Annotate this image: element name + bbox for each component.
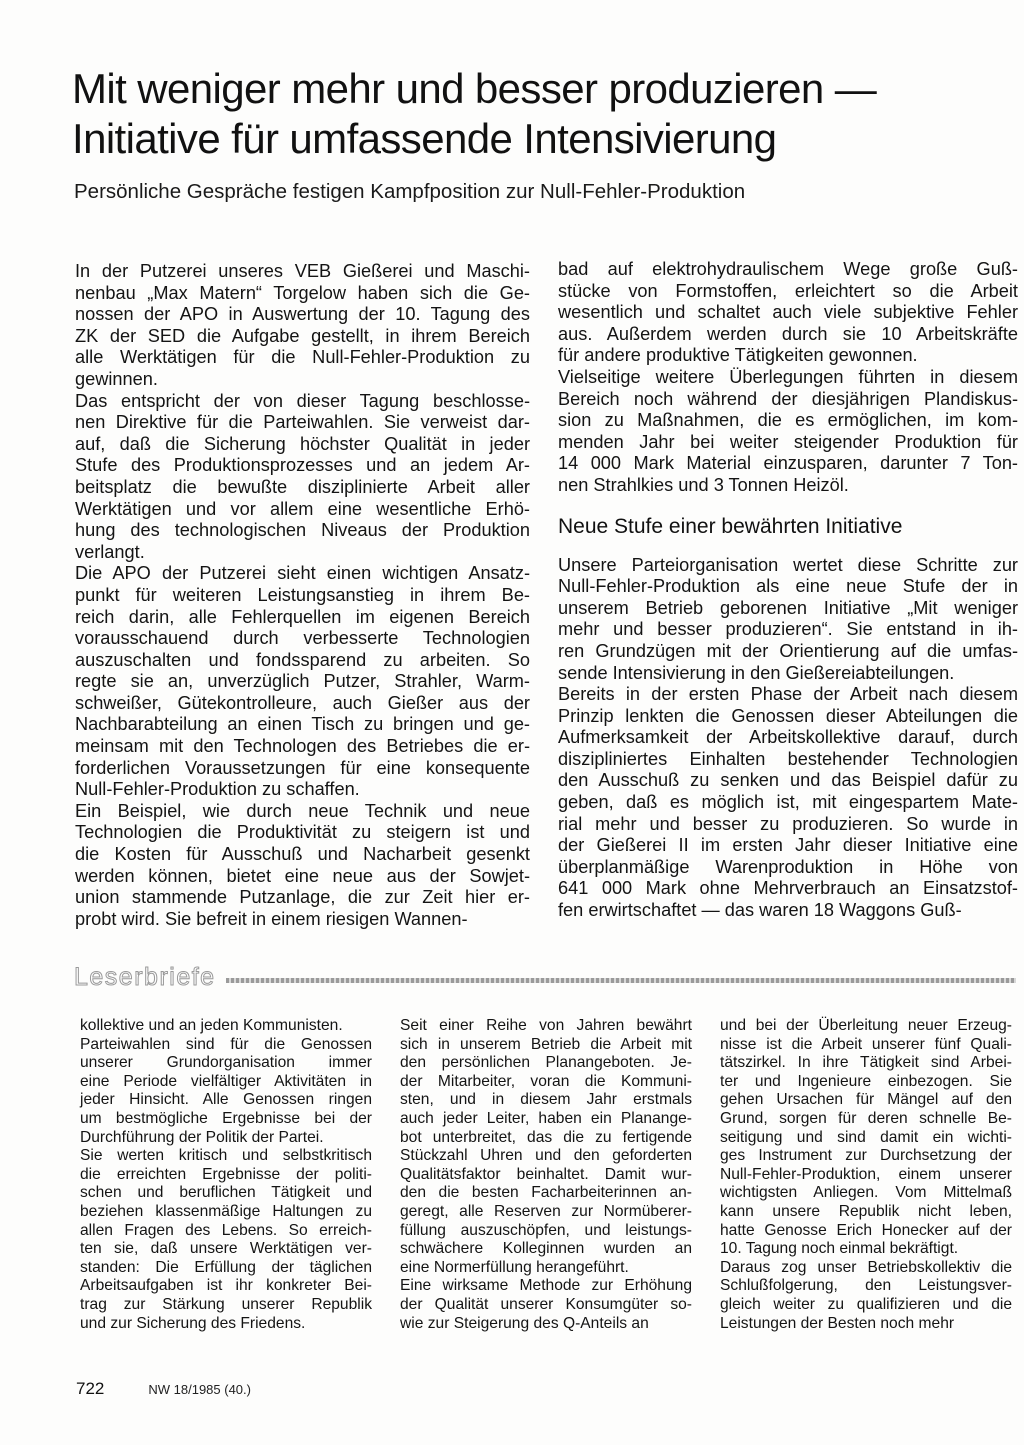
text-line: schen und beruflichen Tätigkeit und	[80, 1184, 372, 1202]
text-line: hatte Genosse Erich Honecker auf der	[720, 1221, 1012, 1239]
text-line: fen erwirtschaftet — das waren 18 Waggons Guß-	[558, 900, 962, 921]
text-line: Nachbarabteilung an einen Tisch zu bringen und ge-	[75, 714, 530, 735]
page-footer	[76, 1379, 251, 1399]
text-line: den Ausschuß zu senken und das Beispiel dafür zu	[558, 770, 1018, 791]
text-line: Die APO der Putzerei sieht einen wichtigen Ansatz-	[75, 563, 530, 584]
text-line: ges Instrument zur Durchsetzung der	[720, 1147, 1012, 1165]
section-heading: Neue Stufe einer bewährten Initiative	[558, 514, 903, 538]
text-line: der Gießerei II im ersten Jahr dieser Initiative eine	[558, 835, 1018, 856]
text-line: gewinnen.	[75, 368, 158, 389]
text-line: Durchführung der Politik der Partei.	[80, 1128, 324, 1146]
text-line: In der Putzerei unseres VEB Gießerei und Maschi-	[75, 261, 530, 281]
page-number: 722	[76, 1379, 105, 1398]
text-line: Arbeitsaufgaben ist ihr konkreter Bei-	[80, 1277, 372, 1295]
text-line: ren Grundzügen mit der Orientierung auf die umfas-	[558, 640, 1018, 661]
text-line: sende Intensivierung in den Gießereiabteilungen.	[558, 662, 955, 683]
text-line: und bei der Überleitung neuer Erzeug-	[720, 1017, 1012, 1034]
text-line: Schlußfolgerung, den Leistungsver-	[720, 1277, 1012, 1295]
text-line: reich darin, alle Fehlerquellen im eigenen Bereich	[75, 606, 530, 627]
text-line: standen: Die Erfüllung der täglichen	[80, 1258, 372, 1276]
text-line: Eine wirksame Methode zur Erhöhung	[400, 1277, 692, 1295]
text-line: 641 000 Mark ohne Mehrverbrauch an Einsatzstof-	[558, 878, 1018, 899]
text-line: eine Periode vielfältiger Aktivitäten in	[80, 1072, 372, 1090]
text-line: menden Jahr bei weiter steigender Produktion für	[558, 431, 1018, 452]
text-line: forderlichen Voraussetzungen für eine konsequente	[75, 757, 530, 778]
text-line: rial mehr und besser zu produzieren. So wurde in	[558, 813, 1018, 834]
text-line: Werktätigen und vor allem eine wesentliche Erhö-	[75, 498, 530, 519]
text-line: Daraus zog unser Betriebskollektiv die	[720, 1258, 1012, 1276]
text-line: sten, und in diesem Jahr erstmals	[400, 1091, 692, 1109]
text-line: Qualitätsfaktor beinhaltet. Damit wur-	[400, 1165, 692, 1183]
letters-banner	[74, 960, 1016, 994]
text-line: Bereich noch während der diesjährigen Plandiskus-	[558, 388, 1018, 409]
text-line: die erreichten Ergebnisse der politi-	[80, 1165, 372, 1183]
text-line: Vielseitige weitere Überlegungen führten in diesem	[558, 366, 1018, 387]
text-line: unserer Grundorganisation immer	[80, 1054, 372, 1072]
text-line: nisse ist die Arbeit unserer fünf Quali-	[720, 1035, 1012, 1053]
text-line: Parteiwahlen sind für die Genossen	[80, 1035, 372, 1053]
text-line: wie zur Steigerung des Q-Anteils an	[400, 1314, 649, 1332]
text-line: Aufmerksamkeit der Arbeitskollektive darauf, durch	[558, 727, 1018, 748]
text-line: eine Normerfüllung herangeführt.	[400, 1258, 629, 1276]
text-line: überplanmäßige Warenproduktion in Höhe von	[558, 856, 1018, 877]
letters-banner-label: Leserbriefe	[74, 962, 216, 991]
text-line: alle Werktätigen für die Null-Fehler-Produktion zu	[75, 347, 530, 368]
text-line: probt wird. Sie befreit in einem riesigen Wannen-	[75, 908, 468, 929]
text-line: um bestmögliche Ergebnisse bei der	[80, 1109, 372, 1127]
letters-column-2	[400, 1017, 692, 1333]
issue-reference: NW 18/1985 (40.)	[148, 1382, 251, 1397]
letters-column-3	[720, 1017, 1012, 1333]
text-line: den die besten Facharbeiterinnen an-	[400, 1184, 692, 1202]
article-column-right	[558, 259, 1018, 922]
text-line: stücke von Formstoffen, erleichtert so die Arbeit	[558, 280, 1018, 301]
article-subheadline: Persönliche Gespräche festigen Kampfposition zur Null-Fehler-Produktion	[74, 180, 746, 203]
article-column-right-bottom	[558, 555, 1018, 922]
text-line: tätszirkel. In ihre Tätigkeit sind Arbei-	[720, 1054, 1012, 1072]
text-line: allen Fragen des Lebens. So erreich-	[80, 1221, 372, 1239]
text-line: für andere produktive Tätigkeiten gewonnen.	[558, 345, 918, 366]
text-line: seitigung und sind damit ein wichti-	[720, 1128, 1012, 1146]
text-line: Null-Fehler-Produktion zu schaffen.	[75, 779, 360, 800]
text-line: vorausschauend durch verbesserte Technologien	[75, 628, 530, 649]
text-line: Seit einer Reihe von Jahren bewährt	[400, 1017, 692, 1034]
letters-banner-rule	[226, 978, 1016, 983]
text-line: der Qualität unserer Konsumgüter so-	[400, 1295, 692, 1313]
text-line: sich in unserem Betrieb die Arbeit mit	[400, 1035, 692, 1053]
text-line: mehr und besser produzieren“. Sie entstand in ih-	[558, 619, 1018, 640]
letters-column-1	[80, 1017, 372, 1333]
text-line: jeder Hinsicht. Alle Genossen ringen	[80, 1091, 372, 1109]
text-line: Ein Beispiel, wie durch neue Technik und neue	[75, 800, 530, 821]
text-line: wesentlich und schaltet auch viele subjektive Fehler	[558, 302, 1018, 323]
text-line: unserem Betrieb geborenen Initiative „Mit weniger	[558, 597, 1018, 618]
text-line: 14 000 Mark Material einzusparen, darunter 7 Ton-	[558, 453, 1018, 474]
text-line: meinsam mit den Technologen des Betriebes die er-	[75, 736, 530, 757]
text-line: regte sie an, unverzüglich Putzer, Strahler, Warm-	[75, 671, 530, 692]
text-line: geben, daß es möglich ist, mit eingespartem Mate-	[558, 792, 1018, 813]
text-line: gehen Ursachen für Mängel auf den	[720, 1091, 1012, 1109]
article-column-left	[75, 261, 530, 930]
text-line: schweißer, Gütekontrolleure, auch Gießer aus der	[75, 692, 530, 713]
text-line: schwächere Kolleginnen wurden an	[400, 1240, 692, 1258]
text-line: nen Strahlkies und 3 Tonnen Heizöl.	[558, 474, 849, 495]
article-headline	[72, 64, 992, 164]
text-line: der Mitarbeiter, voran die Kommuni-	[400, 1072, 692, 1090]
text-line: Stückzahl Uhren und den geforderten	[400, 1147, 692, 1165]
text-line: Null-Fehler-Produktion als eine neue Stufe der in	[558, 576, 1018, 597]
text-line: verlangt.	[75, 541, 145, 562]
text-line: diszipliniertes Einhalten bestehender Technologien	[558, 748, 1018, 769]
text-line: beziehen klassenmäßige Haltungen zu	[80, 1202, 372, 1220]
text-line: Unsere Parteiorganisation wertet diese Schritte zur	[558, 554, 1018, 575]
text-line: den persönlichen Planangeboten. Je-	[400, 1054, 692, 1072]
text-line: Prinzip lenkten die Genossen dieser Abteilungen die	[558, 705, 1018, 726]
text-line: bot unterbreitet, das die zu fertigende	[400, 1128, 692, 1146]
text-line: Technologien die Produktivität zu steigern ist und	[75, 822, 530, 843]
text-line: Leistungen der Besten noch mehr	[720, 1314, 955, 1332]
text-line: aus. Außerdem werden durch sie 10 Arbeitskräfte	[558, 323, 1018, 344]
headline-line: Initiative für umfassende Intensivierung	[72, 115, 777, 162]
text-line: Das entspricht der von dieser Tagung beschlosse-	[75, 390, 530, 411]
text-line: Null-Fehler-Produktion, einem unserer	[720, 1165, 1012, 1183]
text-line: hung des technologischen Niveaus der Produktion	[75, 520, 530, 541]
text-line: wichtigsten Anliegen. Vom Mittelmaß	[720, 1184, 1012, 1202]
text-line: trag zur Stärkung unserer Republik	[80, 1295, 372, 1313]
text-line: auch jeder Leiter, haben ein Planange-	[400, 1109, 692, 1127]
text-line: kann unsere Republik nicht leben,	[720, 1202, 1012, 1220]
text-line: die Kosten für Ausschuß und Nacharbeit gesenkt	[75, 844, 530, 865]
text-line: auf, daß die Sicherung höchster Qualität in jeder	[75, 433, 530, 454]
text-line: 10. Tagung noch einmal bekräftigt.	[720, 1240, 959, 1258]
headline-line: Mit weniger mehr und besser produzieren —	[72, 65, 877, 112]
text-line: nenbau „Max Matern“ Torgelow haben sich die Ge-	[75, 282, 530, 303]
text-line: punkt für weiteren Leistungsanstieg in ihrem Be-	[75, 584, 530, 605]
text-line: Stufe des Produktionsprozesses und an jedem Ar-	[75, 455, 530, 476]
text-line: nen Direktive für die Parteiwahlen. Sie verweist dar-	[75, 412, 530, 433]
text-line: nossen der APO in Auswertung der 10. Tagung des	[75, 304, 530, 325]
text-line: werden können, bietet eine neue aus der Sowjet-	[75, 865, 530, 886]
text-line: sion zu Maßnahmen, die es ermöglichen, im kom-	[558, 410, 1018, 431]
text-line: Grund, sorgen für deren schnelle Be-	[720, 1109, 1012, 1127]
text-line: ter und Ingenieure einbezogen. Sie	[720, 1072, 1012, 1090]
text-line: kollektive und an jeden Kommunisten.	[80, 1017, 343, 1034]
text-line: Sie werten kritisch und selbstkritisch	[80, 1147, 372, 1165]
text-line: füllung auszuschöpfen, und leistungs-	[400, 1221, 692, 1239]
text-line: ten sie, daß unsere Werktätigen ver-	[80, 1240, 372, 1258]
text-line: auszuschalten und fondssparend zu arbeiten. So	[75, 649, 530, 670]
text-line: geregt, alle Reserven zur Normüberer-	[400, 1202, 692, 1220]
text-line: union stammende Putzanlage, die zur Zeit hier er-	[75, 887, 530, 908]
text-line: bad auf elektrohydraulischem Wege große Guß-	[558, 259, 1018, 279]
text-line: ZK der SED die Aufgabe gestellt, in ihrem Bereich	[75, 325, 530, 346]
text-line: beitsplatz die bewußte disziplinierte Arbeit aller	[75, 476, 530, 497]
text-line: Bereits in der ersten Phase der Arbeit nach diesem	[558, 684, 1018, 705]
article-column-right-top	[558, 259, 1018, 497]
text-line: und zur Sicherung des Friedens.	[80, 1314, 306, 1332]
text-line: gleich weiter zu qualifizieren und die	[720, 1295, 1012, 1313]
